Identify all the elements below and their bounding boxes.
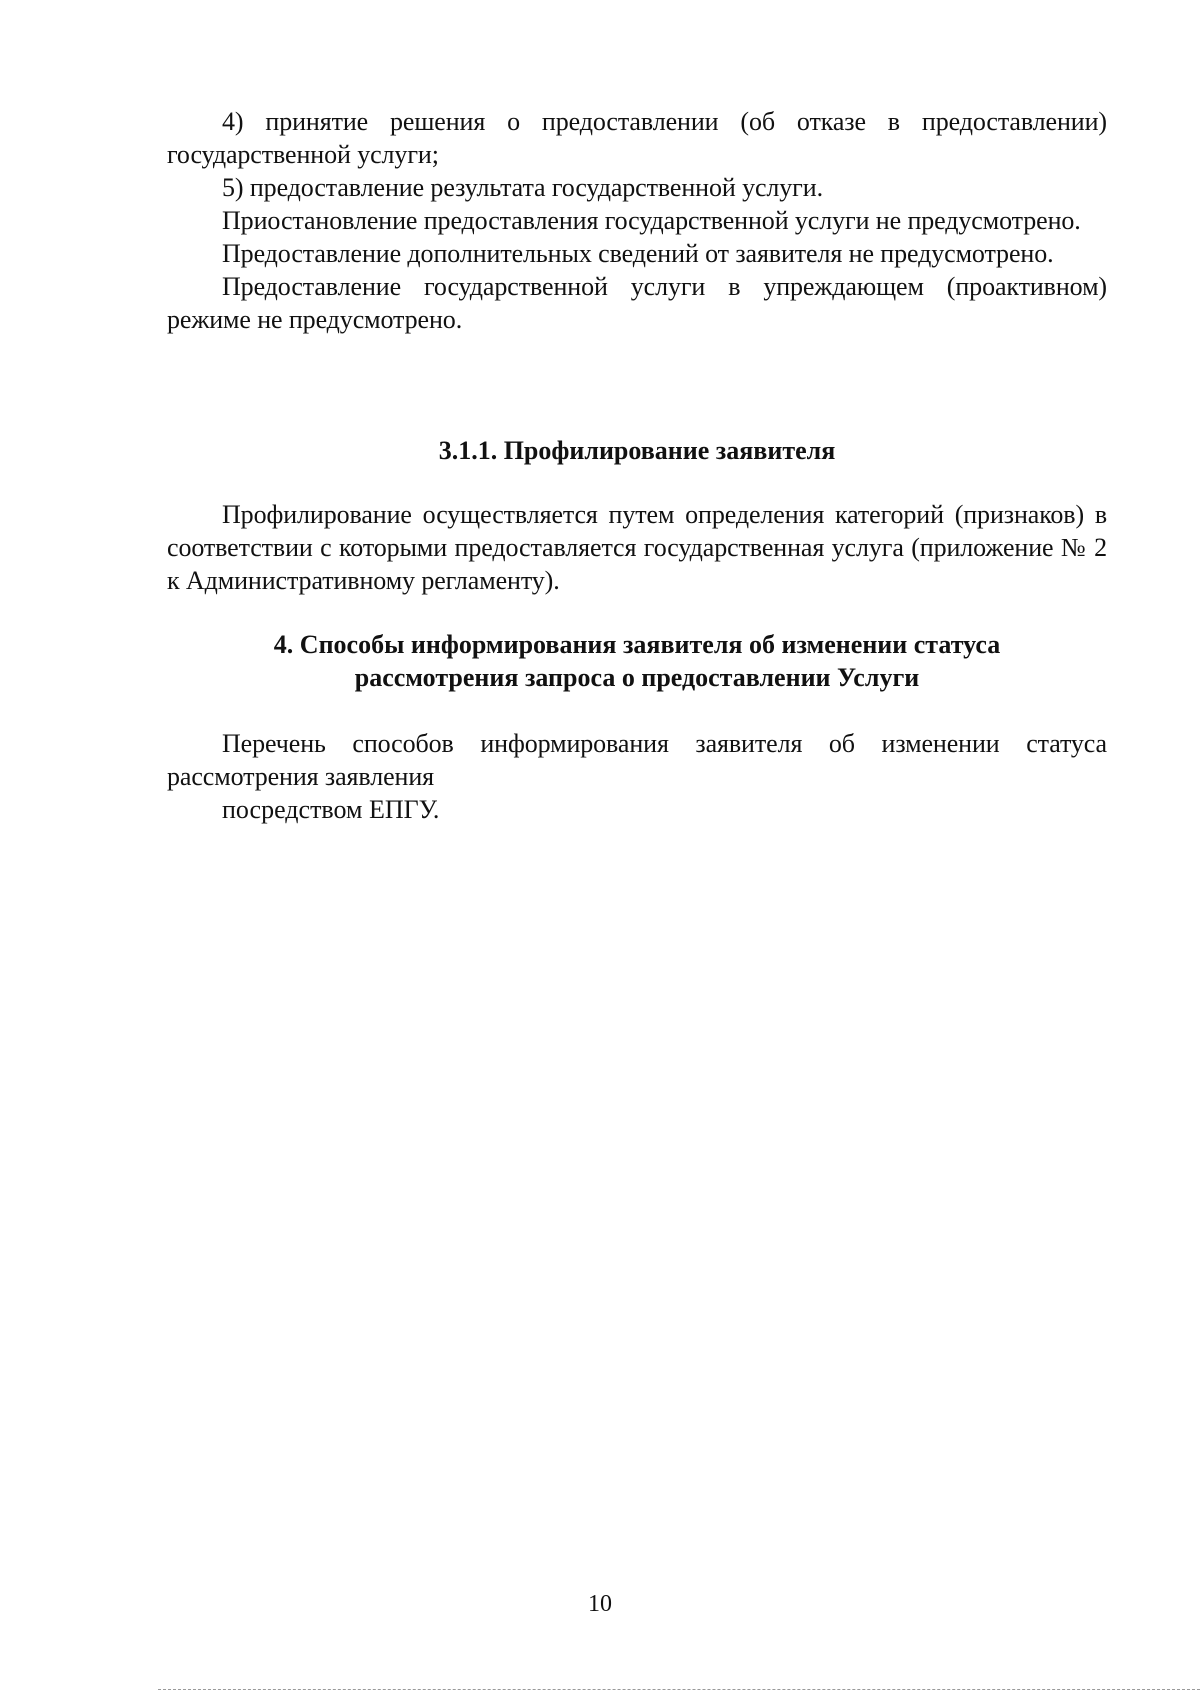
scan-edge-line	[158, 1689, 1200, 1690]
paragraph-informing-methods-tail: посредством ЕПГУ.	[222, 795, 440, 824]
paragraph-suspension: Приостановление предоставления государственной услуги не предусмотрено.	[222, 206, 1081, 235]
paragraph-additional-info: Предоставление дополнительных сведений от заявителя не предусмотрено.	[222, 239, 1054, 268]
section-heading-4-line2: рассмотрения запроса о предоставлении Услуги	[354, 663, 920, 692]
section-heading-4-line1: 4. Способы информирования заявителя об изменении статуса	[273, 630, 1001, 659]
paragraph-informing-methods: Перечень способов информирования заявителя об изменении статуса рассмотрения заявления	[167, 729, 1107, 791]
paragraph-item-4: 4) принятие решения о предоставлении (об отказе в предоставлении) государственной услуги;	[167, 107, 1107, 169]
section-4-body	[167, 727, 1107, 826]
top-paragraphs	[167, 105, 1107, 336]
section-3-1-1-body	[167, 498, 1107, 597]
paragraph-profiling: Профилирование осуществляется путем определения категорий (признаков) в соответствии с которыми предоставляется государственная услуга (приложение № 2 к Административному регламенту).	[167, 500, 1107, 595]
page-number: 10	[588, 1591, 612, 1617]
section-heading-3-1-1: 3.1.1. Профилирование заявителя	[438, 436, 836, 465]
paragraph-proactive-mode: Предоставление государственной услуги в упреждающем (проактивном) режиме не предусмотрено.	[167, 272, 1107, 334]
paragraph-item-5: 5) предоставление результата государственной услуги.	[222, 173, 823, 202]
